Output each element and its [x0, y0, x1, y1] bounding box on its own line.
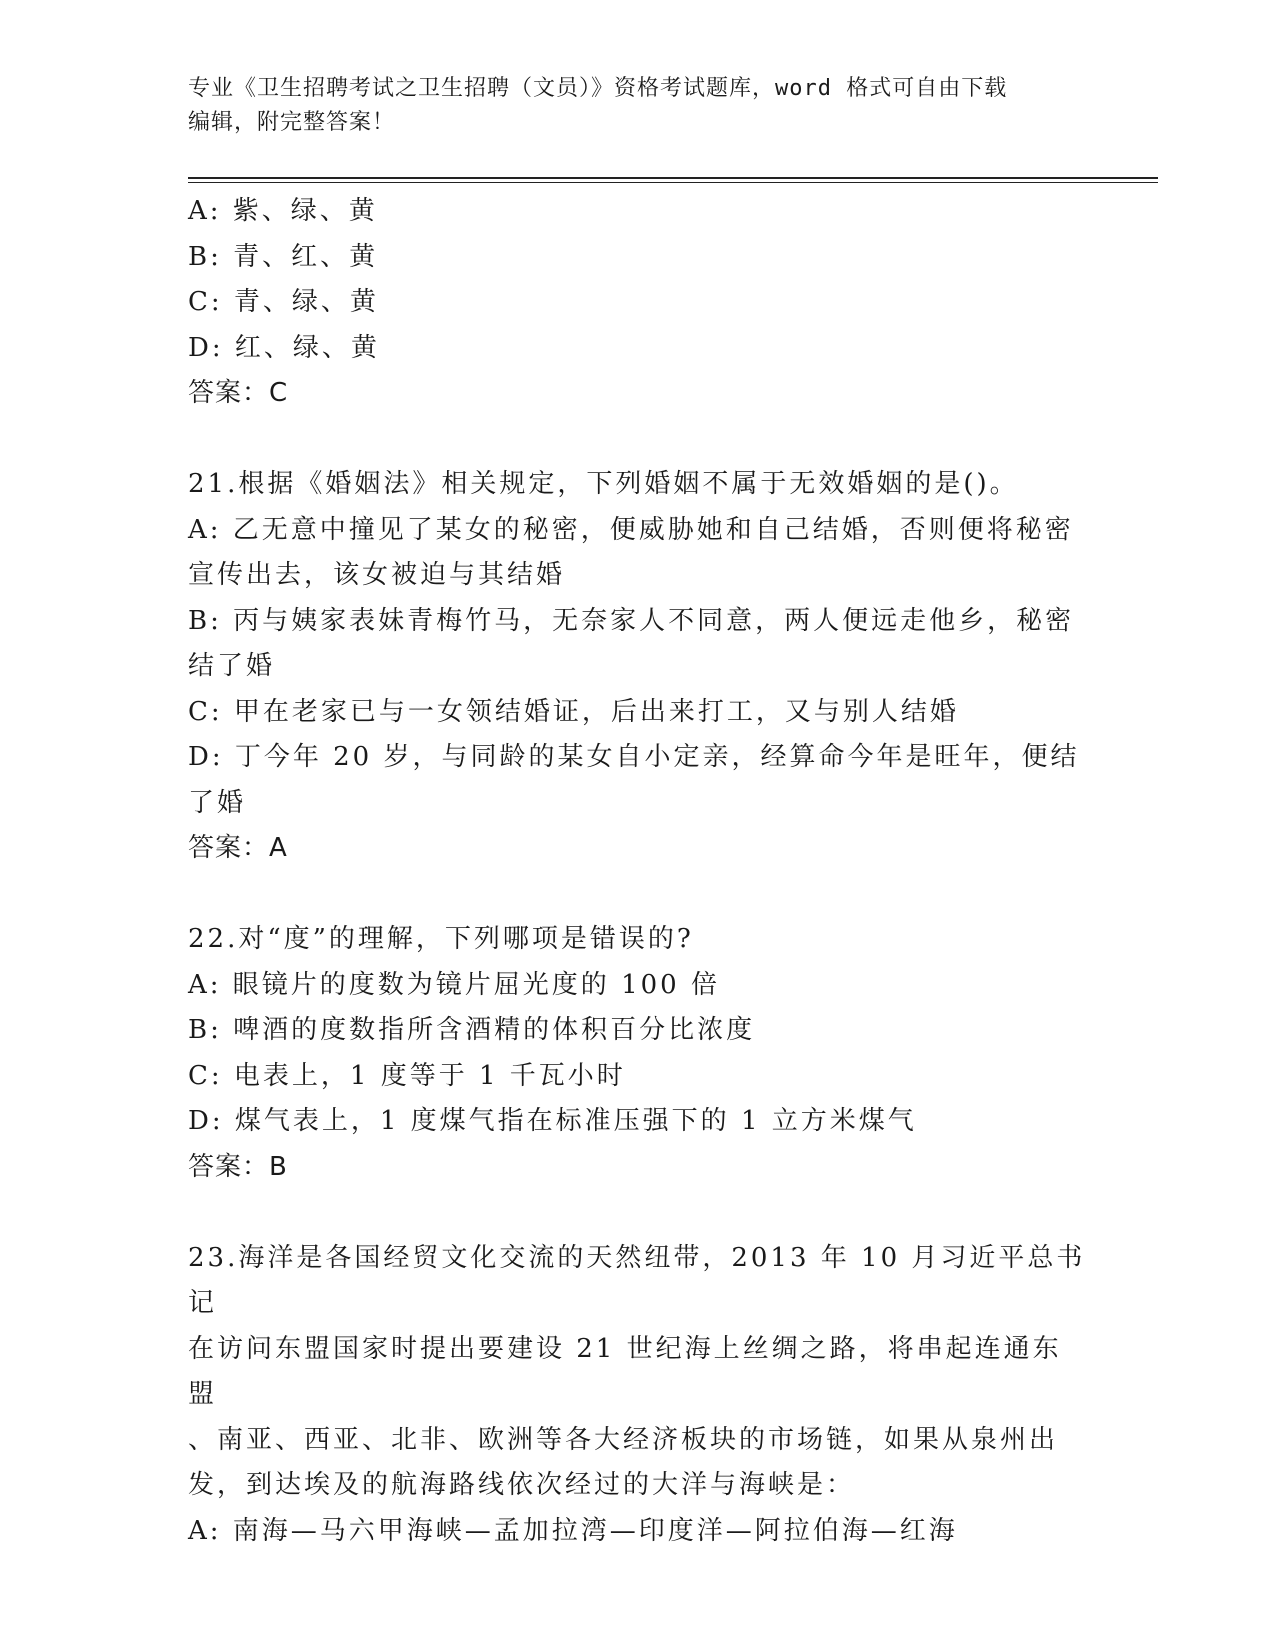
spacer	[188, 872, 1088, 918]
q23-stem-line-1: 23.海洋是各国经贸文化交流的天然纽带，2013 年 10 月习近平总书记	[188, 1242, 1086, 1318]
q21-option-c: C: 甲在老家已与一女领结婚证，后出来打工，又与别人结婚	[188, 696, 959, 727]
question-23-block	[188, 1236, 1088, 1555]
spacer	[188, 1190, 1088, 1236]
question-22-block	[188, 917, 1088, 1190]
q20-option-d: D: 红、绿、黄	[188, 332, 380, 363]
q21-option-d-line-2: 了婚	[188, 787, 247, 818]
header-rule-thick	[188, 177, 1158, 179]
question-21-block	[188, 462, 1088, 872]
q20-answer: 答案：C	[188, 378, 289, 408]
q21-option-b-line-1: B: 丙与姨家表妹青梅竹马，无奈家人不同意，两人便远走他乡，秘密	[188, 605, 1075, 636]
q21-stem: 21.根据《婚姻法》相关规定，下列婚姻不属于无效婚姻的是()。	[188, 469, 1019, 499]
spacer	[188, 417, 1088, 463]
q21-answer: 答案：A	[188, 833, 288, 863]
q20-option-a: A: 紫、绿、黄	[188, 196, 378, 226]
header-line-2: 编辑，附完整答案！	[188, 110, 396, 135]
q22-option-b: B: 啤酒的度数指所含酒精的体积百分比浓度	[188, 1015, 756, 1045]
q21-option-a-line-2: 宣传出去，该女被迫与其结婚	[188, 560, 566, 590]
q21-option-a-line-1: A: 乙无意中撞见了某女的秘密，便威胁她和自己结婚，否则便将秘密	[188, 514, 1074, 545]
q22-option-a: A: 眼镜片的度数为镜片屈光度的 100 倍	[188, 969, 720, 1000]
q23-stem-line-3: 、南亚、西亚、北非、欧洲等各大经济板块的市场链，如果从泉州出	[188, 1424, 1059, 1455]
q22-option-d: D: 煤气表上，1 度煤气指在标准压强下的 1 立方米煤气	[188, 1106, 917, 1136]
header-rule-thin	[188, 182, 1158, 183]
q20-option-c: C: 青、绿、黄	[188, 287, 379, 317]
q22-stem: 22.对“度”的理解，下列哪项是错误的?	[188, 924, 694, 954]
q21-option-b-line-2: 结了婚	[188, 651, 276, 681]
q23-stem-line-4: 发，到达埃及的航海路线依次经过的大洋与海峡是：	[188, 1470, 856, 1500]
header-line-1: 专业《卫生招聘考试之卫生招聘（文员）》资格考试题库，word 格式可自由下载	[188, 76, 1008, 101]
question-20-block	[188, 189, 1088, 417]
page-header	[188, 72, 1088, 140]
q20-option-b: B: 青、红、黄	[188, 241, 379, 272]
q21-option-d-line-1: D: 丁今年 20 岁，与同龄的某女自小定亲，经算命今年是旺年，便结	[188, 742, 1080, 772]
q22-answer: 答案：B	[188, 1151, 288, 1182]
q22-option-c: C: 电表上，1 度等于 1 千瓦小时	[188, 1060, 626, 1091]
q23-option-a: A: 南海—马六甲海峡—孟加拉湾—印度洋—阿拉伯海—红海	[188, 1515, 958, 1546]
q23-stem-line-2: 在访问东盟国家时提出要建设 21 世纪海上丝绸之路，将串起连通东盟	[188, 1333, 1062, 1409]
document-body	[188, 189, 1088, 1554]
